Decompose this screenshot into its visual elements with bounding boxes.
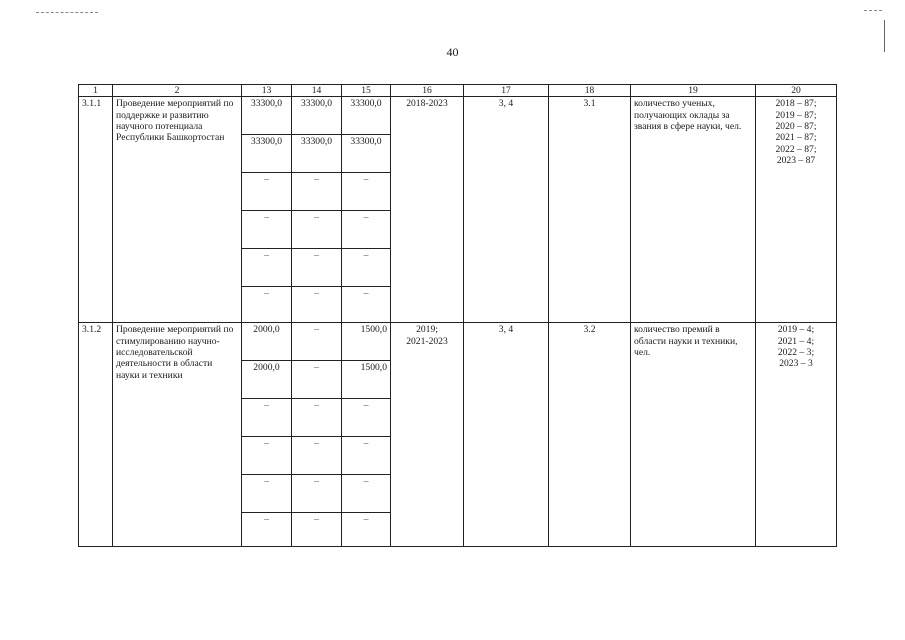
col-header: 19: [631, 85, 756, 97]
amount-cell: –: [292, 361, 342, 399]
amount-cell: 33300,0: [292, 97, 342, 135]
amount-cell: –: [292, 475, 342, 513]
scan-artifact-top-right: [864, 10, 882, 11]
amount-cell: –: [242, 249, 292, 287]
amount-cell: –: [242, 173, 292, 211]
indicator-values-cell: [756, 323, 837, 547]
amount-cell: –: [342, 475, 391, 513]
col-header: 2: [113, 85, 242, 97]
indicator-values-cell: [756, 97, 837, 323]
period-cell: 2019; 2021-2023: [391, 323, 464, 547]
col-header: 18: [549, 85, 631, 97]
amount-cell: 33300,0: [242, 135, 292, 173]
table-row: [79, 97, 837, 135]
measure-name: Проведение мероприятий по поддержке и развитию научного потенциала Республики Башкортостан: [113, 97, 242, 323]
amount-cell: 1500,0: [342, 323, 391, 361]
indicator-value: 2022 – 3;: [777, 346, 815, 358]
indicator-value: 2022 – 87;: [775, 143, 817, 155]
task-cell: 3, 4: [464, 323, 549, 547]
indicator-value: 2019 – 4;: [777, 324, 815, 336]
amount-cell: –: [242, 211, 292, 249]
amount-cell: –: [342, 249, 391, 287]
amount-cell: –: [342, 437, 391, 475]
col-header: 20: [756, 85, 837, 97]
indicator-value: 2021 – 87;: [775, 132, 817, 144]
measure-name: Проведение мероприятий по стимулированию научно-исследовательской деятельности в области науки и техники: [113, 323, 242, 547]
amount-cell: –: [292, 399, 342, 437]
table-row: [79, 323, 837, 361]
amount-cell: –: [292, 513, 342, 547]
amount-cell: –: [242, 437, 292, 475]
col-header: 15: [342, 85, 391, 97]
amount-cell: 33300,0: [292, 135, 342, 173]
row-number: 3.1.1: [79, 97, 113, 323]
amount-cell: –: [292, 249, 342, 287]
col-header: 17: [464, 85, 549, 97]
indicator-value: 2020 – 87;: [775, 120, 817, 132]
col-header: 16: [391, 85, 464, 97]
amount-cell: –: [242, 399, 292, 437]
amount-cell: 33300,0: [242, 97, 292, 135]
amount-cell: –: [342, 513, 391, 547]
amount-cell: –: [292, 323, 342, 361]
amount-cell: 33300,0: [342, 135, 391, 173]
period-cell: 2018-2023: [391, 97, 464, 323]
amount-cell: 2000,0: [242, 361, 292, 399]
amount-cell: –: [342, 399, 391, 437]
row-number: 3.1.2: [79, 323, 113, 547]
indicator-value: 2021 – 4;: [777, 335, 815, 347]
amount-cell: –: [242, 513, 292, 547]
amount-cell: –: [292, 287, 342, 323]
amount-cell: 33300,0: [342, 97, 391, 135]
indicator-value: 2019 – 87;: [775, 109, 817, 121]
page-number: 40: [446, 45, 459, 59]
amount-cell: 2000,0: [242, 323, 292, 361]
amount-cell: –: [342, 211, 391, 249]
amount-cell: –: [342, 173, 391, 211]
indicator-name-cell: количество премий в области науки и техники, чел.: [631, 323, 756, 547]
amount-cell: 1500,0: [342, 361, 391, 399]
amount-cell: –: [292, 211, 342, 249]
indicator-name-cell: количество ученых, получающих оклады за звания в сфере науки, чел.: [631, 97, 756, 323]
indicator-number-cell: 3.2: [549, 323, 631, 547]
amount-cell: –: [242, 475, 292, 513]
col-header: 13: [242, 85, 292, 97]
indicator-value: 2023 – 3: [779, 358, 813, 370]
task-cell: 3, 4: [464, 97, 549, 323]
indicator-value: 2018 – 87;: [775, 98, 817, 110]
amount-cell: –: [242, 287, 292, 323]
indicator-value: 2023 – 87: [776, 154, 816, 166]
col-header: 1: [79, 85, 113, 97]
amount-cell: –: [342, 287, 391, 323]
col-header: 14: [292, 85, 342, 97]
amount-cell: –: [292, 437, 342, 475]
program-table: [78, 84, 837, 547]
amount-cell: –: [292, 173, 342, 211]
scan-artifact-top-left: [36, 12, 98, 13]
indicator-number-cell: 3.1: [549, 97, 631, 323]
table-header-row: [79, 85, 837, 97]
